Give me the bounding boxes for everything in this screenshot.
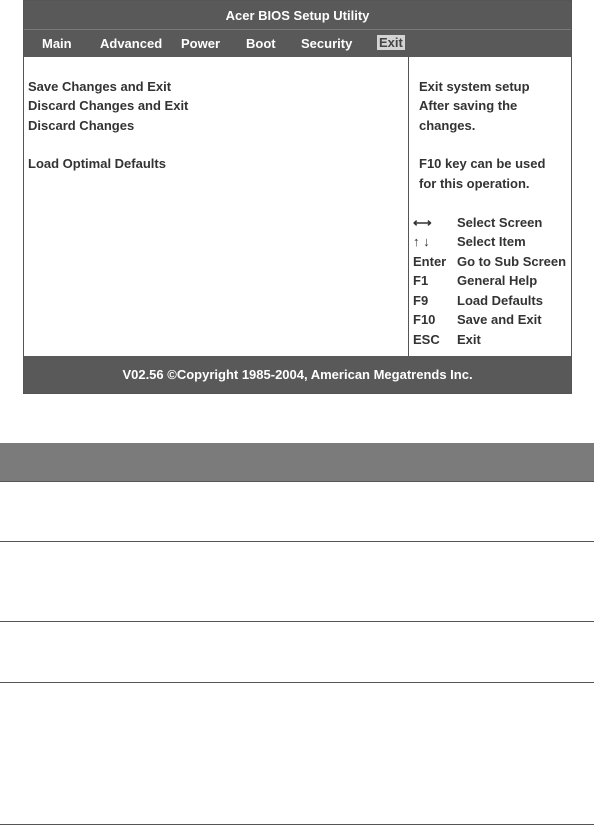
menu-advanced[interactable]: Advanced — [100, 36, 163, 51]
help-line: for this operation. — [419, 176, 530, 191]
table-row-divider — [0, 824, 594, 825]
left-right-arrow-icon: ⟷ — [413, 215, 432, 230]
key-desc: Select Screen — [457, 215, 543, 230]
key-desc: Go to Sub Screen — [457, 254, 567, 269]
menu-bar — [24, 29, 571, 57]
key-label: ESC — [413, 332, 440, 347]
key-desc: Select Item — [457, 234, 526, 249]
table-row-divider — [0, 682, 594, 683]
option-discard-changes-exit[interactable]: Discard Changes and Exit — [28, 98, 189, 113]
menu-security[interactable]: Security — [301, 36, 353, 51]
help-line: changes. — [419, 118, 476, 133]
option-discard-changes[interactable]: Discard Changes — [28, 118, 135, 133]
key-desc: Save and Exit — [457, 312, 542, 327]
key-label: F9 — [413, 293, 429, 308]
help-line: After saving the — [419, 98, 518, 113]
help-line: Exit system setup — [419, 79, 530, 94]
menu-exit[interactable]: Exit — [379, 35, 403, 50]
key-desc: Exit — [457, 332, 481, 347]
help-panel — [409, 57, 572, 357]
copyright-footer: V02.56 ©Copyright 1985-2004, American Megatrends Inc. — [24, 356, 571, 393]
menu-main[interactable]: Main — [42, 36, 72, 51]
menu-boot[interactable]: Boot — [246, 36, 276, 51]
table-header — [0, 443, 594, 481]
key-label: F10 — [413, 312, 436, 327]
bios-screen — [23, 0, 572, 394]
key-label: F1 — [413, 273, 429, 288]
table-row-divider — [0, 621, 594, 622]
menu-power[interactable]: Power — [181, 36, 221, 51]
option-load-optimal-defaults[interactable]: Load Optimal Defaults — [28, 156, 166, 171]
up-down-arrow-icon: ↑ ↓ — [413, 234, 430, 249]
key-desc: Load Defaults — [457, 293, 543, 308]
bios-title: Acer BIOS Setup Utility — [24, 1, 571, 29]
table-row-divider — [0, 481, 594, 482]
key-label: Enter — [413, 254, 447, 269]
key-desc: General Help — [457, 273, 538, 288]
table-row-divider — [0, 541, 594, 542]
help-line: F10 key can be used — [419, 156, 546, 171]
options-panel — [24, 57, 409, 357]
option-save-changes-exit[interactable]: Save Changes and Exit — [28, 79, 172, 94]
